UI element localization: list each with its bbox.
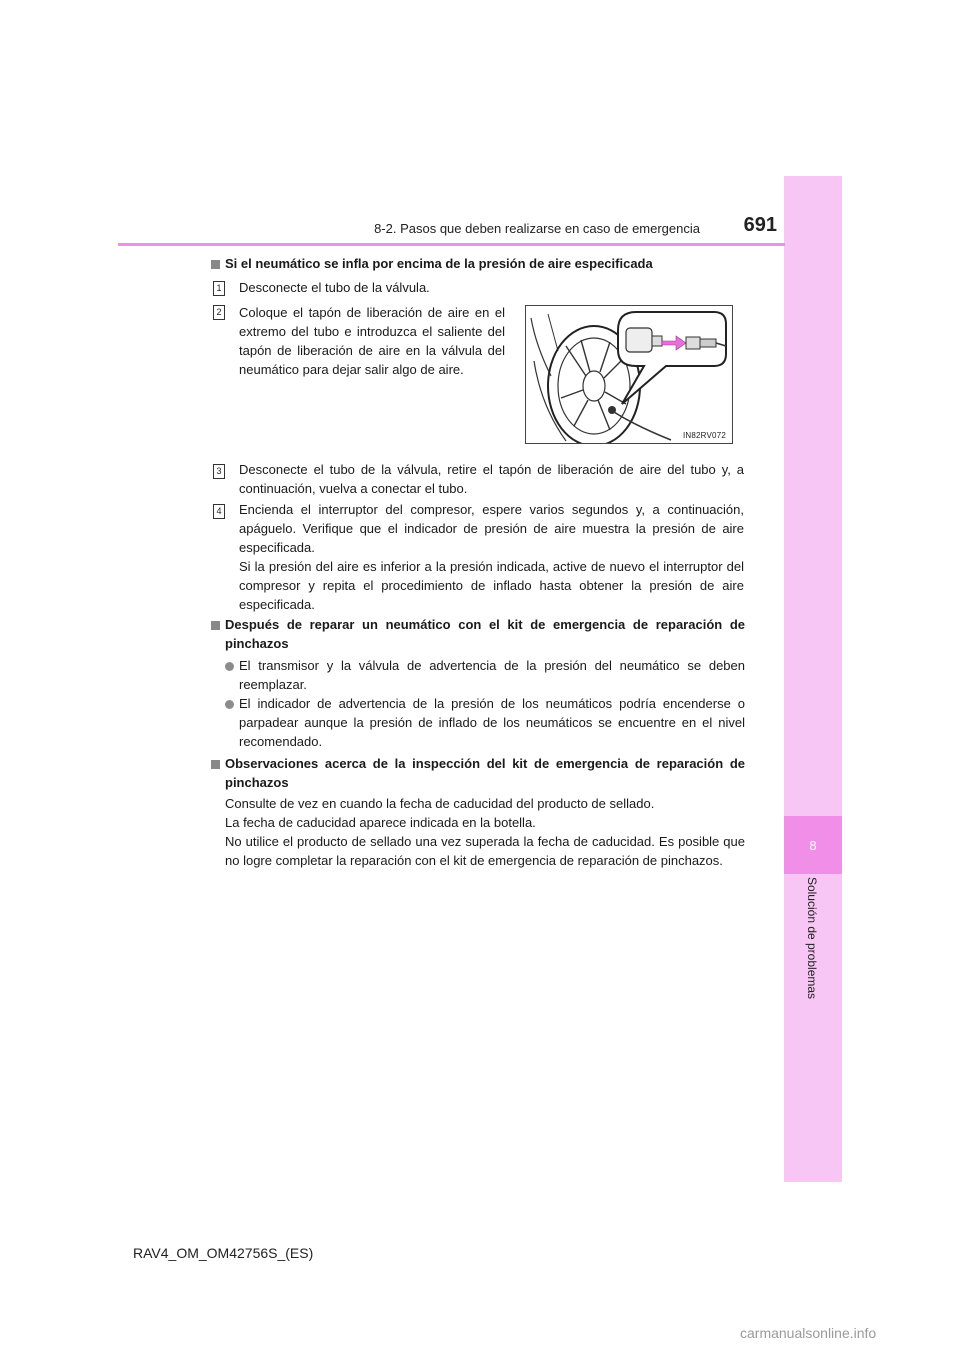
chapter-label: Solución de problemas (805, 876, 820, 1000)
section3-paragraph-1: Consulte de vez en cuando la fecha de caducidad del producto de sellado. (225, 796, 655, 811)
tire-valve-illustration (526, 306, 732, 443)
step-4-text-continued: Si la presión del aire es inferior a la presión indicada, active de nuevo el interruptor del compresor y repita el procedimiento de inflado hasta obtener la presión de aire especificada. (239, 559, 744, 612)
section2-bullet-2: El indicador de advertencia de la presión de los neumáticos podría encenderse o parpadear aunque la presión de inflado de los neumáticos se encuentre en el nivel recomendado. (239, 696, 745, 749)
step-number-4: 4 (213, 504, 225, 519)
section1-heading: Si el neumático se infla por encima de la presión de aire especificada (225, 256, 653, 271)
square-bullet-icon (211, 760, 220, 769)
section3-heading: Observaciones acerca de la inspección del kit de emergencia de reparación de pinchazos (225, 756, 745, 790)
round-bullet-icon (225, 700, 234, 709)
square-bullet-icon (211, 621, 220, 630)
section-title: 8-2. Pasos que deben realizarse en caso de emergencia (374, 221, 700, 236)
step-number-2: 2 (213, 305, 225, 320)
watermark: carmanualsonline.info (740, 1325, 877, 1341)
section3-paragraph-2: La fecha de caducidad aparece indicada en la botella. (225, 815, 536, 830)
figure-code: IN82RV072 (682, 431, 726, 440)
section2-bullet-1: El transmisor y la válvula de advertencia de la presión del neumático se deben reemplazar. (239, 658, 745, 692)
step-2-text: Coloque el tapón de liberación de aire en el extremo del tubo e introduzca el saliente del tapón de liberación de aire en la válvula del neumático para dejar salir algo de aire. (239, 305, 505, 377)
step-4-text: Encienda el interruptor del compresor, espere varios segundos y, a continuación, apáguelo. Verifique que el indicador de presión de aire muestra la presión de aire especificada. (239, 502, 744, 555)
chapter-side-tab (784, 176, 842, 1182)
step-number-1: 1 (213, 281, 225, 296)
header-rule (118, 243, 785, 246)
square-bullet-icon (211, 260, 220, 269)
chapter-number: 8 (809, 837, 817, 853)
document-code: RAV4_OM_OM42756S_(ES) (133, 1245, 314, 1261)
step-number-3: 3 (213, 464, 225, 479)
section3-paragraph-3: No utilice el producto de sellado una vez superada la fecha de caducidad. Es posible que no logre completar la reparación con el kit de emergencia de reparación de pinchazos. (225, 834, 745, 868)
section2-heading: Después de reparar un neumático con el kit de emergencia de reparación de pinchazos (225, 617, 745, 651)
valve-figure (525, 305, 733, 444)
chapter-label-container (752, 878, 872, 998)
round-bullet-icon (225, 662, 234, 671)
page-number: 691 (743, 214, 777, 236)
step-3-text: Desconecte el tubo de la válvula, retire el tapón de liberación de aire del tubo y, a continuación, vuelva a conectar el tubo. (239, 462, 744, 496)
step-1-text: Desconecte el tubo de la válvula. (239, 280, 430, 295)
